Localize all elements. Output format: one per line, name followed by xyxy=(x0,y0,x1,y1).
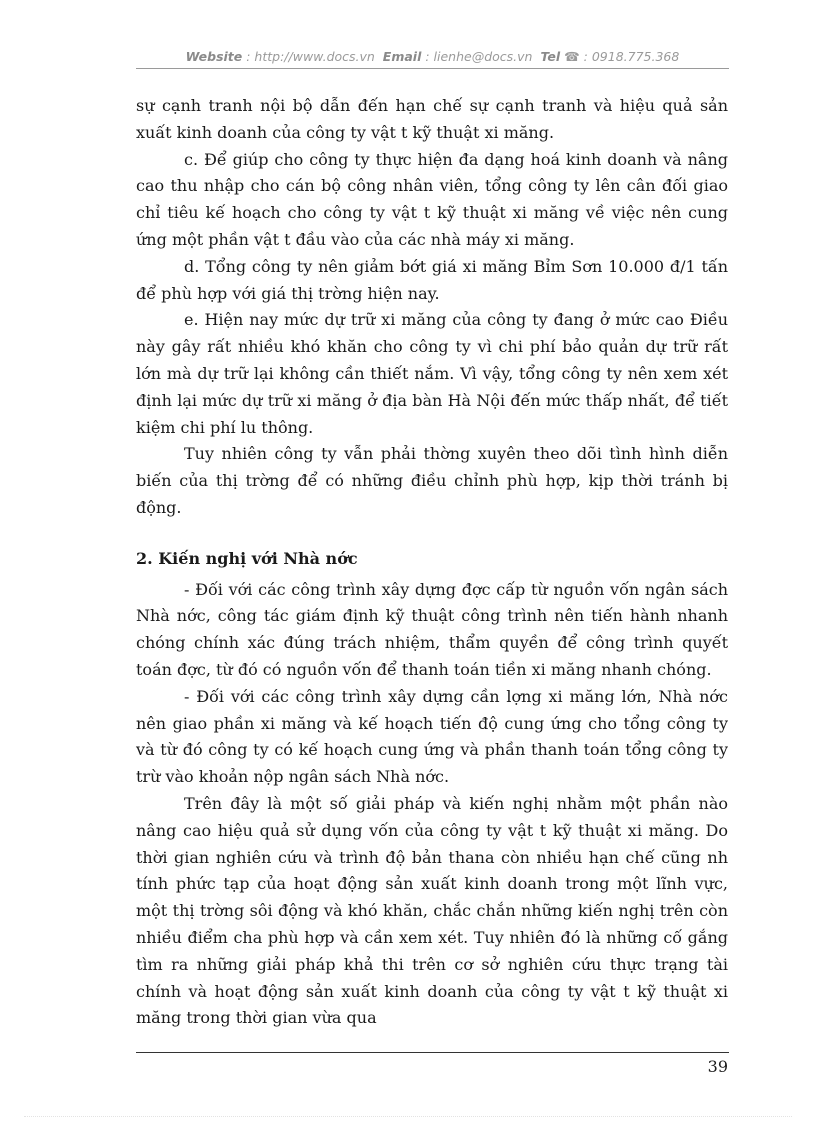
email-address: : lienhe@docs.vn xyxy=(425,49,533,64)
website-url: : http://www.docs.vn xyxy=(246,49,375,64)
tel-number: ☎ : 0918.775.368 xyxy=(564,49,680,64)
tel-label: Tel xyxy=(540,49,561,64)
paragraph: Trên đây là một số giải pháp và kiến nghị nhằm một phần nào nâng cao hiệu quả sử dụng vốn của công ty vật t kỹ thuật xi măng. Do thời gian nghiên cứu và trình độ bản thana còn nhiều hạn chế cũng nh tính phức tạp của hoạt động sản xuất kinh doanh trong một lĩnh vực, một thị trờng sôi động và khó khăn, chắc chắn những kiến nghị trên còn nhiều điểm cha phù hợp và cần xem xét. Tuy nhiên đó là những cố gắng tìm ra những giải pháp khả thi trên cơ sở nghiên cứu thực trạng tài chính và hoạt động sản xuất kinh doanh của công ty vật t kỹ thuật xi măng trong thời gian vừa qua xyxy=(136,793,728,1028)
document-body xyxy=(136,93,728,1032)
website-label: Website xyxy=(185,49,243,64)
paragraph: c. Để giúp cho công ty thực hiện đa dạng hoá kinh doanh và nâng cao thu nhập cho cán bộ công nhân viên, tổng công ty lên cân đối giao chỉ tiêu kế hoạch cho công ty vật t kỹ thuật xi măng về việc nên cung ứng một phần vật t đầu vào của các nhà máy xi măng. xyxy=(136,149,728,249)
paragraph: - Đối với các công trình xây dựng đợc cấp từ nguồn vốn ngân sách Nhà nớc, công tác giám định kỹ thuật công trình nên tiến hành nhanh chóng chính xác đúng trách nhiệm, thẩm quyền để công trình quyết toán đợc, từ đó có nguồn vốn để thanh toán tiền xi măng nhanh chóng. xyxy=(136,579,728,679)
page-number: 39 xyxy=(707,1057,728,1076)
paragraph: Tuy nhiên công ty vẫn phải thờng xuyên theo dõi tình hình diễn biến của thị trờng để có những điều chỉnh phù hợp, kịp thời tránh bị động. xyxy=(136,444,728,517)
paragraph: - Đối với các công trình xây dựng cần lợng xi măng lớn, Nhà nớc nên giao phần xi măng và kế hoạch tiến độ cung ứng cho tổng công ty và từ đó công ty có kế hoạch cung ứng và phần thanh toán tổng công ty trừ vào khoản nộp ngân sách Nhà nớc. xyxy=(136,686,728,787)
header-divider xyxy=(136,68,729,69)
paragraph: d. Tổng công ty nên giảm bớt giá xi măng Bỉm Sơn 10.000 đ/1 tấn để phù hợp với giá thị trờng hiện nay. xyxy=(136,256,728,303)
email-label: Email xyxy=(382,49,422,64)
page-header xyxy=(136,48,729,66)
section-heading: 2. Kiến nghị với Nhà nớc xyxy=(136,548,358,568)
paragraph: sự cạnh tranh nội bộ dẫn đến hạn chế sự cạnh tranh và hiệu quả sản xuất kinh doanh của công ty vật t kỹ thuật xi măng. xyxy=(136,96,728,142)
page-edge-divider xyxy=(24,1116,792,1117)
paragraph: e. Hiện nay mức dự trữ xi măng của công ty đang ở mức cao Điều này gây rất nhiều khó khăn cho công ty vì chi phí bảo quản dự trữ rất lớn mà dự trữ lại không cần thiết nắm. Vì vậy, tổng công ty nên xem xét định lại mức dự trữ xi măng ở địa bàn Hà Nội đến mức thấp nhất, để tiết kiệm chi phí lu thông. xyxy=(136,310,728,437)
footer-divider xyxy=(136,1052,729,1053)
